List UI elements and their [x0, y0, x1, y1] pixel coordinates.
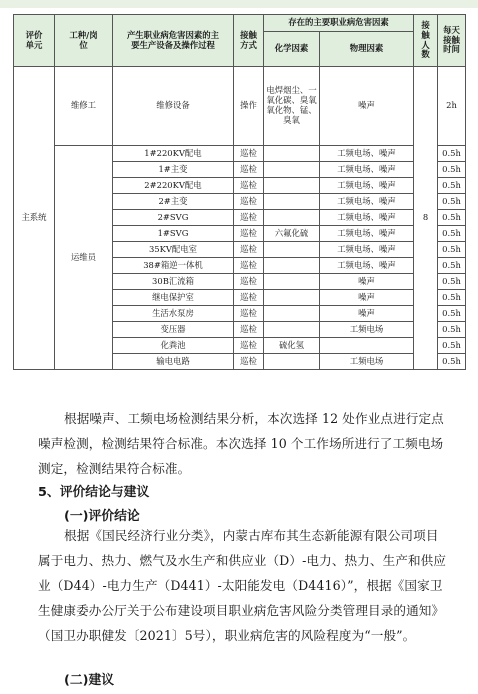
- cell-physical: [320, 338, 414, 354]
- cell-equipment: 维修设备: [113, 67, 234, 146]
- cell-chemical: 六氟化硫: [264, 226, 320, 242]
- cell-equipment: 生活水泵房: [113, 306, 234, 322]
- cell-time: 2h: [438, 67, 466, 146]
- cell-physical: 工频电场、噪声: [320, 226, 414, 242]
- cell-physical: 工频电场、噪声: [320, 210, 414, 226]
- cell-mode: 巡检: [234, 322, 264, 338]
- cell-equipment: 2#主变: [113, 194, 234, 210]
- header-daily-time: 每天 接触 时间: [438, 15, 466, 67]
- cell-mode: 巡检: [234, 146, 264, 162]
- cell-equipment: 30B汇流箱: [113, 274, 234, 290]
- cell-mode: 巡检: [234, 290, 264, 306]
- cell-mode: 巡检: [234, 258, 264, 274]
- table-row: [14, 67, 466, 146]
- cell-equipment: 变压器: [113, 322, 234, 338]
- cell-chemical: [264, 306, 320, 322]
- cell-chemical: [264, 354, 320, 370]
- paragraph-detection-results: 根据噪声、工频电场检测结果分析，本次选择 12 处作业点进行定点噪声检测，检测结果符合标准。本次选择 10 个工作场所进行了工频电场测定，检测结果符合标准。: [38, 411, 444, 476]
- cell-mode: 操作: [234, 67, 264, 146]
- cell-physical: 工频电场、噪声: [320, 178, 414, 194]
- cell-equipment: 继电保护室: [113, 290, 234, 306]
- cell-equipment: 1#SVG: [113, 226, 234, 242]
- cell-physical: 工频电场、噪声: [320, 242, 414, 258]
- cell-physical: 噪声: [320, 306, 414, 322]
- cell-equipment: 2#SVG: [113, 210, 234, 226]
- cell-time: 0.5h: [438, 258, 466, 274]
- cell-time: 0.5h: [438, 242, 466, 258]
- cell-chemical: [264, 210, 320, 226]
- paragraph-classification: 根据《国民经济行业分类》，内蒙古库布其生态新能源有限公司项目属于电力、热力、燃气及水生产和供应业（D）-电力、热力、生产和供应业（D44）-电力生产（D441）-太阳能发电（D4416）”，根据《国家卫生健康委办公厅关于公布建设项目职业病危害风险分类管理目录的通知》（国卫办职健发〔2021〕5号），职业病危害的风险程度为“一般”。: [38, 528, 447, 643]
- cell-mode: 巡检: [234, 178, 264, 194]
- cell-equipment: 35KV配电室: [113, 242, 234, 258]
- cell-time: 0.5h: [438, 322, 466, 338]
- header-headcount: 接 触 人 数: [414, 15, 438, 67]
- cell-mode: 巡检: [234, 274, 264, 290]
- cell-time: 0.5h: [438, 146, 466, 162]
- cell-chemical: [264, 274, 320, 290]
- cell-time: 0.5h: [438, 290, 466, 306]
- cell-physical: 噪声: [320, 290, 414, 306]
- cell-chemical: 硫化氢: [264, 338, 320, 354]
- cell-equipment: 2#220KV配电: [113, 178, 234, 194]
- cell-mode: 巡检: [234, 226, 264, 242]
- subheading-conclusion: (一)评价结论: [64, 509, 140, 524]
- subheading-suggestion: (二)建议: [64, 673, 115, 688]
- cell-chemical: [264, 178, 320, 194]
- cell-chemical: [264, 162, 320, 178]
- table-row: [14, 146, 466, 162]
- cell-chemical: [264, 242, 320, 258]
- hazard-table: [13, 14, 466, 370]
- cell-physical: 噪声: [320, 274, 414, 290]
- cell-equipment: 38#箱逆一体机: [113, 258, 234, 274]
- cell-job: 维修工: [55, 67, 113, 146]
- cell-mode: 巡检: [234, 162, 264, 178]
- header-physical: 物理因素: [320, 32, 414, 67]
- cell-mode: 巡检: [234, 242, 264, 258]
- cell-job-operator: 运维员: [55, 146, 113, 370]
- header-equipment: 产生职业病危害因素的主 要生产设备及操作过程: [113, 15, 234, 67]
- cell-chemical: [264, 194, 320, 210]
- cell-physical: 工频电场、噪声: [320, 162, 414, 178]
- cell-physical: 工频电场、噪声: [320, 258, 414, 274]
- cell-time: 0.5h: [438, 194, 466, 210]
- cell-mode: 巡检: [234, 338, 264, 354]
- cell-time: 0.5h: [438, 338, 466, 354]
- header-chemical: 化学因素: [264, 32, 320, 67]
- cell-chemical: [264, 290, 320, 306]
- cell-chemical: [264, 258, 320, 274]
- cell-chemical: [264, 146, 320, 162]
- cell-time: 0.5h: [438, 178, 466, 194]
- header-contact-mode: 接触 方式: [234, 15, 264, 67]
- cell-equipment: 输电电路: [113, 354, 234, 370]
- cell-physical: 噪声: [320, 67, 414, 146]
- section-heading-conclusion: 5、评价结论与建议: [38, 485, 150, 500]
- cell-physical: 工频电场: [320, 354, 414, 370]
- cell-mode: 巡检: [234, 306, 264, 322]
- cell-mode: 巡检: [234, 210, 264, 226]
- cell-time: 0.5h: [438, 162, 466, 178]
- cell-time: 0.5h: [438, 210, 466, 226]
- top-band: [0, 0, 478, 8]
- header-hazards-group: 存在的主要职业病危害因素: [264, 15, 414, 32]
- cell-physical: 工频电场、噪声: [320, 194, 414, 210]
- cell-time: 0.5h: [438, 226, 466, 242]
- cell-equipment: 化粪池: [113, 338, 234, 354]
- cell-physical: 工频电场、噪声: [320, 146, 414, 162]
- cell-unit: 主系统: [14, 67, 55, 370]
- cell-chemical: [264, 322, 320, 338]
- cell-headcount: 8: [414, 67, 438, 370]
- header-unit: 评价 单元: [14, 15, 55, 67]
- header-job: 工种/岗 位: [55, 15, 113, 67]
- cell-time: 0.5h: [438, 306, 466, 322]
- cell-time: 0.5h: [438, 354, 466, 370]
- cell-time: 0.5h: [438, 274, 466, 290]
- cell-equipment: 1#220KV配电: [113, 146, 234, 162]
- cell-physical: 工频电场: [320, 322, 414, 338]
- cell-equipment: 1#主变: [113, 162, 234, 178]
- cell-mode: 巡检: [234, 354, 264, 370]
- cell-mode: 巡检: [234, 194, 264, 210]
- cell-chemical: 电焊烟尘、一氧化碳、臭氧氧化物、锰、臭氧: [264, 67, 320, 146]
